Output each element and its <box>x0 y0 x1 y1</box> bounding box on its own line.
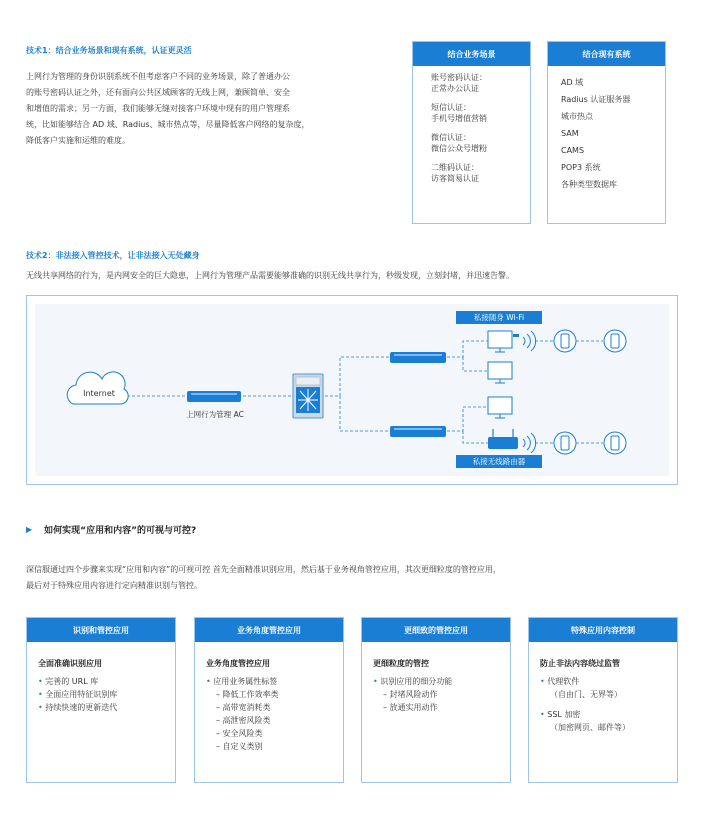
bullet-dot-icon: • <box>540 677 548 686</box>
system-box-header: 结合现有系统 <box>548 42 665 66</box>
scenario-item-purpose: 手机号增值营销 <box>431 114 487 123</box>
scenario-item-purpose: 正常办公认证 <box>431 84 479 93</box>
phone-icon <box>554 330 626 454</box>
scenario-list <box>413 66 530 184</box>
scenario-item <box>431 162 522 184</box>
scenario-item-purpose: 访客简易认证 <box>431 174 479 183</box>
ac-label: 上网行为管理 AC <box>186 410 244 419</box>
internet-label: Internet <box>83 389 115 398</box>
router-badge: 私接无线路由器 <box>456 455 542 468</box>
card-sub-item: – 放通实用动作 <box>383 703 438 712</box>
bullet-dot-icon: • <box>38 677 46 686</box>
scenario-item-method: 短信认证： <box>431 103 471 112</box>
ac-device-icon <box>187 391 241 402</box>
wifi-badge: 私接随身 Wi-Fi <box>456 311 542 324</box>
tech1-line: 降低客户实施和运维的难度。 <box>26 136 130 145</box>
bullet-text: 代理软件 <box>547 677 580 686</box>
tech1-line: 上网行为管理的身份识别系统不但考虑客户不同的业务场景，除了普通办公 <box>26 72 290 81</box>
card-list <box>27 675 175 714</box>
card-sub-item: （自由门、无界等） <box>550 690 622 699</box>
card-fine-grained <box>361 617 511 783</box>
scenario-box-header: 结合业务场景 <box>413 42 530 66</box>
card-title: 业务角度管控应用 <box>206 659 270 668</box>
system-item: 各种类型数据库 <box>561 180 617 189</box>
card-sub-item: – 高泄密风险类 <box>216 716 271 725</box>
card-bullet-item <box>38 701 175 714</box>
spacer <box>540 701 677 708</box>
scenario-item <box>431 72 522 94</box>
scenario-box <box>412 41 531 224</box>
system-item: 城市热点 <box>561 112 593 121</box>
tech1-line: 和增值的需求；另一方面，我们能够无缝对接客户环境中现有的用户管理系 <box>26 104 290 113</box>
scenario-item-method: 账号密码认证： <box>431 73 487 82</box>
card-list <box>362 675 510 714</box>
intro-paragraph <box>26 562 686 594</box>
card-sub-item: – 降低工作效率类 <box>216 690 279 699</box>
question-heading <box>26 523 196 536</box>
bullet-text: 识别应用的细分功能 <box>380 677 453 686</box>
switch-top-icon <box>390 352 446 363</box>
bullet-dot-icon: • <box>373 677 381 686</box>
system-item: SAM <box>561 129 579 138</box>
bullet-text: 持续快速的更新迭代 <box>45 703 118 712</box>
scenario-item-method: 微信认证： <box>431 133 471 142</box>
card-bullet-item <box>540 708 677 721</box>
system-item: CAMS <box>561 146 585 155</box>
card-bullet-item <box>38 688 175 701</box>
scenario-item-purpose: 微信公众号增粉 <box>431 144 487 153</box>
tech1-line: 统，比如能够结合 AD 域、Radius、城市热点等，尽量降低客户网络的复杂度， <box>26 120 310 129</box>
system-item: AD 域 <box>561 78 584 87</box>
card-business <box>194 617 344 783</box>
card-list <box>195 675 343 753</box>
tech1-line: 的账号密码认证之外，还有面向公共区域顾客的无线上网，兼顾简单、安全 <box>26 88 290 97</box>
cloud-icon <box>67 372 128 404</box>
wifi-dongle-icon <box>513 331 536 351</box>
tech2-paragraph: 无线共享网络的行为，是内网安全的巨大隐患，上网行为管理产品需要能够准确的识别无线共享行为，秒级发现，立刻封堵，并迅速告警。 <box>26 271 514 280</box>
card-sub-item: （加密网页、邮件等） <box>550 723 630 732</box>
card-header: 识别和管控应用 <box>27 618 175 642</box>
card-header: 更细致的管控应用 <box>362 618 510 642</box>
switch-bottom-icon <box>390 426 446 437</box>
system-box <box>547 41 666 224</box>
card-special <box>528 617 678 783</box>
scenario-item <box>431 132 522 154</box>
card-list <box>529 675 677 734</box>
bullet-text: 应用业务属性标签 <box>213 677 278 686</box>
bullet-text: 完善的 URL 库 <box>45 677 99 686</box>
diagram-svg <box>35 304 669 476</box>
tech2-title: 技术2：非法接入管控技术，让非法接入无处藏身 <box>26 251 200 260</box>
bullet-dot-icon: • <box>38 703 46 712</box>
core-switch-icon <box>293 374 323 418</box>
card-header: 业务角度管控应用 <box>195 618 343 642</box>
bullet-dot-icon: • <box>38 690 46 699</box>
tech1-title: 技术1：结合业务场景和现有系统，认证更灵活 <box>26 46 192 55</box>
card-header: 特殊应用内容控制 <box>529 618 677 642</box>
bullet-dot-icon: • <box>540 710 548 719</box>
diagram-canvas <box>35 304 669 476</box>
card-title: 更细粒度的管控 <box>373 659 429 668</box>
scenario-item-method: 二维码认证： <box>431 163 479 172</box>
card-title: 全面准确识别应用 <box>38 659 102 668</box>
card-bullet-item <box>373 675 510 688</box>
wireless-router-icon <box>488 429 536 453</box>
intro-line: 深信服通过四个步骤来实现“应用和内容”的可视可控 首先全面精准识别应用，然后基于业务视角管控应用，其次更细粒度的管控应用， <box>26 565 501 574</box>
network-diagram <box>26 295 678 485</box>
pc-icon <box>488 331 512 418</box>
bullet-text: SSL 加密 <box>547 710 581 719</box>
card-bullet-item <box>540 675 677 688</box>
card-sub-item: – 封堵风险动作 <box>383 690 438 699</box>
intro-line: 最后对于特殊应用内容进行定向精准识别与管控。 <box>26 581 202 590</box>
system-item: Radius 认证服务器 <box>561 95 631 104</box>
system-list <box>548 66 665 193</box>
card-sub-item: – 安全风险类 <box>216 729 263 738</box>
question-title: 如何实现“应用和内容”的可视与可控? <box>44 526 197 536</box>
card-sub-item: – 高带宽消耗类 <box>216 703 271 712</box>
card-bullet-item <box>38 675 175 688</box>
tech1-paragraph <box>26 69 396 149</box>
system-item: POP3 系统 <box>561 163 601 172</box>
card-title: 防止非法内容绕过监管 <box>540 659 620 668</box>
card-identify <box>26 617 176 783</box>
card-bullet-item <box>206 675 343 688</box>
card-sub-item: – 自定义类别 <box>216 742 263 751</box>
scenario-item <box>431 102 522 124</box>
triangle-right-icon: ▶ <box>26 525 33 534</box>
bullet-text: 全面应用特征识别库 <box>45 690 118 699</box>
bullet-dot-icon: • <box>206 677 214 686</box>
